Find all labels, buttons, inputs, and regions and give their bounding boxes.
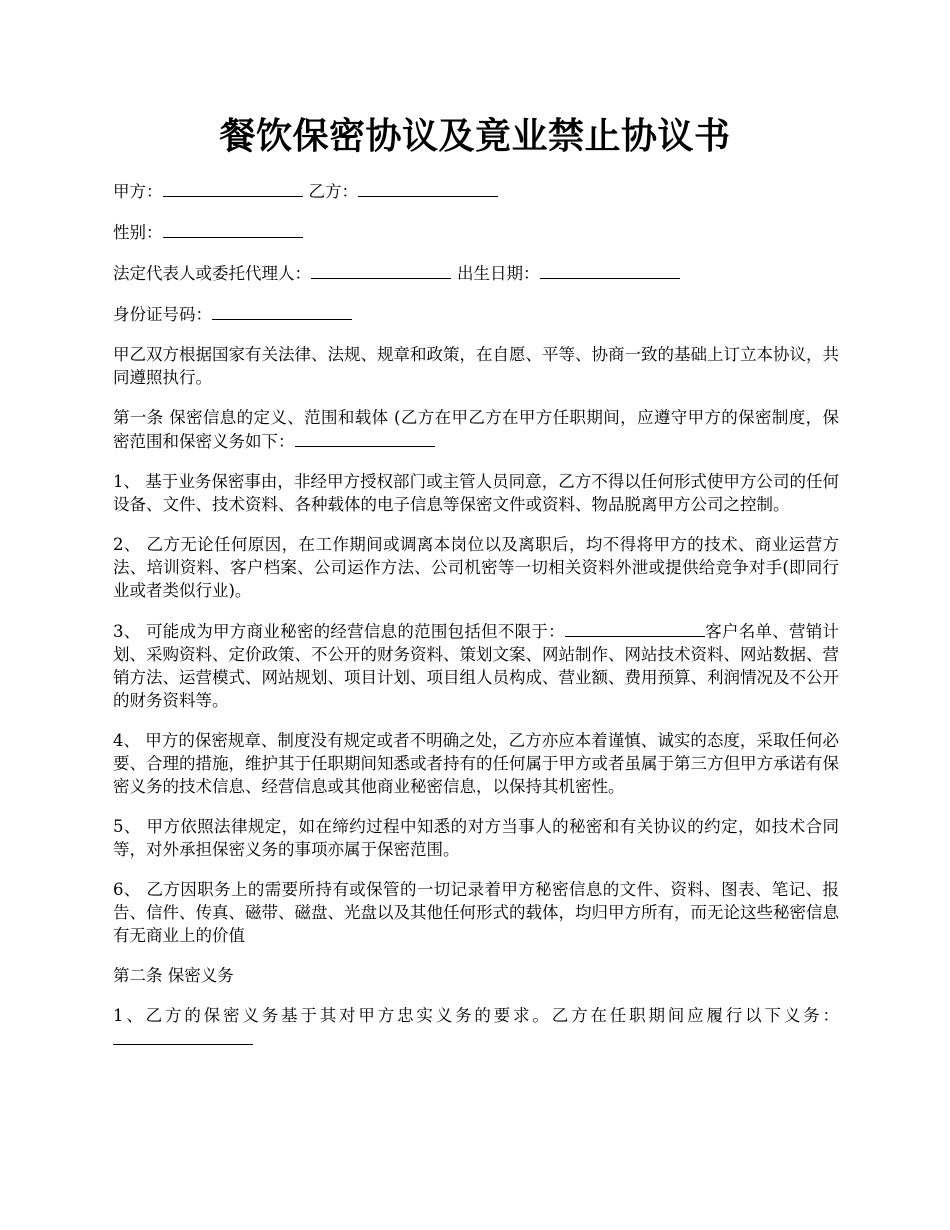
party-line xyxy=(113,179,839,202)
legal-rep-line xyxy=(113,261,839,284)
article1-heading-text: 第一条 保密信息的定义、范围和载体 (乙方在甲乙方在甲方任职期间，应遵守甲方的保密制度，保密范围和保密义务如下： xyxy=(113,408,839,451)
article1-item2: 2、 乙方无论任何原因，在工作期间或调离本岗位以及离职后，均不得将甲方的技术、商业运营方法、培训资料、客户档案、公司运作方法、公司机密等一切相关资料外泄或提供给竞争对手(即同行业或者类似行业)。 xyxy=(113,535,839,600)
gender-label: 性别： xyxy=(113,223,163,242)
legal-rep-blank xyxy=(311,261,451,279)
article1-item1: 1、 基于业务保密事由，非经甲方授权部门或主管人员同意，乙方不得以任何形式使甲方公司的任何设备、文件、技术资料、各种载体的电子信息等保密文件或资料、物品脱离甲方公司之控制。 xyxy=(113,472,839,514)
id-number-blank xyxy=(212,302,352,320)
gender-line xyxy=(113,220,839,243)
party-b-blank xyxy=(358,179,498,197)
article2-heading: 第二条 保密义务 xyxy=(113,966,234,985)
article2-item1-blank xyxy=(113,1027,253,1045)
article2-item1-text: 1、乙方的保密义务基于其对甲方忠实义务的要求。乙方在任职期间应履行以下义务： xyxy=(113,1006,839,1025)
intro-paragraph: 甲乙双方根据国家有关法律、法规、规章和政策，在自愿、平等、协商一致的基础上订立本协议，共同遵照执行。 xyxy=(113,345,839,387)
legal-rep-label: 法定代表人或委托代理人： xyxy=(113,264,311,283)
article1-item3-lead: 3、 可能成为甲方商业秘密的经营信息的范围包括但不限于： xyxy=(113,622,565,641)
document-title: 餐饮保密协议及竟业禁止协议书 xyxy=(219,115,731,157)
article2-item1 xyxy=(113,1004,839,1051)
article1-heading xyxy=(113,406,839,453)
party-a-blank xyxy=(163,179,303,197)
birth-date-label: 出生日期： xyxy=(457,264,540,283)
article1-item6: 6、 乙方因职务上的需要所持有或保管的一切记录着甲方秘密信息的文件、资料、图表、笔记、报告、信件、传真、磁带、磁盘、光盘以及其他任何形式的载体，均归甲方所有，而无论这些秘密信息有无商业上的价值 xyxy=(113,880,839,945)
article1-item4: 4、 甲方的保密规章、制度没有规定或者不明确之处，乙方亦应本着谨慎、诚实的态度，采取任何必要、合理的措施，维护其于任职期间知悉或者持有的任何属于甲方或者虽属于第三方但甲方承诺有保密义务的技术信息、经营信息或其他商业秘密信息，以保持其机密性。 xyxy=(113,731,839,796)
gender-blank xyxy=(163,220,303,238)
birth-date-blank xyxy=(540,261,680,279)
party-b-label: 乙方： xyxy=(308,182,358,201)
article1-item3-blank xyxy=(565,619,705,637)
party-a-label: 甲方： xyxy=(113,182,163,201)
id-number-label: 身份证号码： xyxy=(113,305,212,324)
article1-heading-blank xyxy=(295,429,435,447)
article1-item3 xyxy=(113,619,839,712)
id-number-line xyxy=(113,302,839,325)
article1-item3-list: 客户名单、营销计划、采购资料、定价政策、不公开的财务资料、策划文案、网站制作、网站技术资料、网站数据、营销方法、运营模式、网站规划、项目计划、项目组人员构成、营业额、费用预算、利润情况及不公开的财务资料等。 xyxy=(113,622,839,710)
document-body xyxy=(113,179,839,1068)
article1-item5: 5、 甲方依照法律规定，如在缔约过程中知悉的对方当事人的秘密和有关协议的约定，如技术合同等，对外承担保密义务的事项亦属于保密范围。 xyxy=(113,817,839,859)
